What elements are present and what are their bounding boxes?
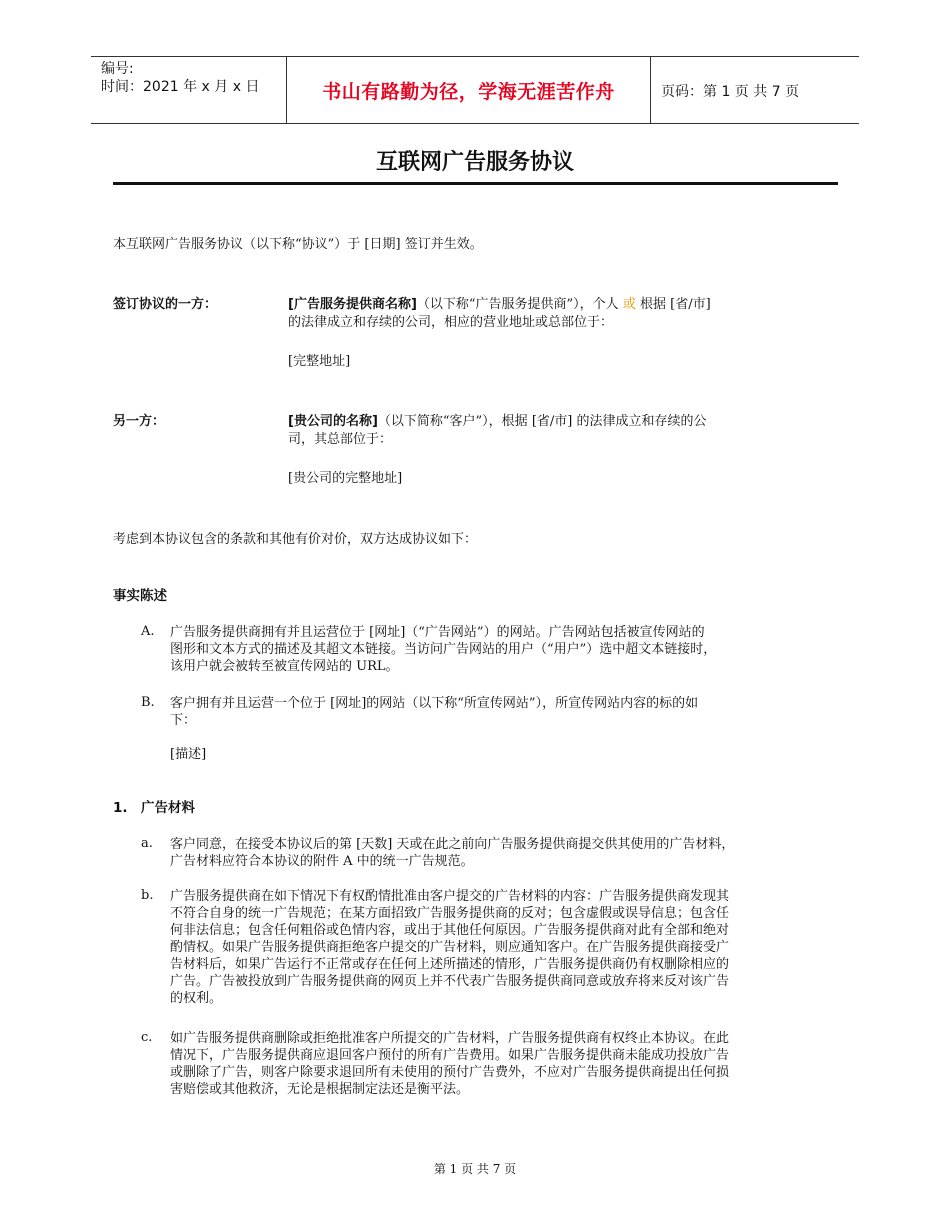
section1-a-line: 广告材料应符合本协议的附件 A 中的统一广告规范。: [170, 854, 474, 869]
section1-b-line: 告材料后，如果广告运行不正常或存在任何上述所描述的情形，广告服务提供商仍有权删除相应的: [170, 957, 730, 972]
party-two-line1: [288, 413, 848, 430]
facts-b-letter: B.: [141, 695, 155, 710]
party-one-line2: 的法律成立和存续的公司，相应的营业地址或总部位于：: [288, 315, 614, 330]
facts-a-line: 广告服务提供商拥有并且运营位于 [网址]（“广告网站”）的网站。广告网站包括被宣传网站的: [170, 625, 705, 640]
party-one-line1: [288, 296, 848, 313]
facts-b-line: 下：: [170, 713, 197, 728]
party-one-address: [完整地址]: [288, 354, 351, 369]
section1-number: 1.: [113, 800, 128, 816]
facts-a-letter: A.: [141, 624, 155, 639]
time-label: 时间：2021 年 x 月 x 日: [101, 79, 260, 95]
facts-a-line: 图形和文本方式的描述及其超文本链接。当访问广告网站的用户（“用户”）选中超文本链接时，: [170, 642, 717, 657]
section1-b-line: 酌情权。如果广告服务提供商拒绝客户提交的广告材料，则应通知客户。在广告服务提供商接受广: [170, 940, 730, 955]
facts-b-description: [描述]: [170, 747, 207, 762]
facts-a-line: 该用户就会被转至被宣传网站的 URL。: [170, 659, 399, 674]
section1-c-line: 如广告服务提供商删除或拒绝批准客户所提交的广告材料，广告服务提供商有权终止本协议。在此: [170, 1031, 730, 1046]
header-meta: [101, 60, 259, 96]
section1-c-line: 情况下，广告服务提供商应退回客户预付的所有广告费用。如果广告服务提供商未能成功投放广告: [170, 1048, 730, 1063]
facts-heading: 事实陈述: [113, 588, 167, 604]
party-two-line2: 司，其总部位于：: [288, 432, 393, 447]
page-footer: 第 1 页 共 7 页: [433, 1162, 517, 1176]
section1-b-line: 广告。广告被投放到广告服务提供商的网页上并不代表广告服务提供商同意或放弃将来反对该广告: [170, 974, 730, 989]
consideration-paragraph: 考虑到本协议包含的条款和其他有价对价，双方达成协议如下：: [113, 532, 478, 547]
section1-b-line: 广告服务提供商在如下情况下有权酌情批准由客户提交的广告材料的内容：广告服务提供商发现其: [170, 889, 730, 904]
party-two-text: （以下简称“客户”），根据 [省/市] 的法律成立和存续的公: [377, 414, 707, 429]
section1-a-letter: a.: [141, 836, 153, 851]
number-label: 编号:: [101, 61, 134, 77]
section1-b-letter: b.: [141, 888, 154, 903]
section1-a-line: 客户同意，在接受本协议后的第 [天数] 天或在此之前向广告服务提供商提交供其使用的广告材料，: [170, 837, 735, 852]
header-divider: [650, 57, 651, 123]
section1-b-line: 何非法信息；包含任何粗俗或色情内容，或出于其他任何原因。广告服务提供商对此有全部和绝对: [170, 923, 730, 938]
or-word: 或: [622, 297, 636, 312]
party-one-name: [广告服务提供商名称]: [288, 297, 417, 312]
party-two-label: 另一方：: [113, 414, 166, 429]
header-page-info: 页码：第 1 页 共 7 页: [661, 84, 800, 100]
party-one-text-b: 根据 [省/市]: [639, 297, 711, 312]
section1-heading: 广告材料: [141, 800, 195, 816]
document-title: 互联网广告服务协议: [375, 150, 574, 175]
header-motto: 书山有路勤为径，学海无涯苦作舟: [322, 81, 615, 103]
party-two-address: [贵公司的完整地址]: [288, 471, 403, 486]
intro-paragraph: 本互联网广告服务协议（以下称“协议”）于 [日期] 签订并生效。: [113, 237, 483, 252]
section1-b-line: 的权利。: [170, 991, 223, 1006]
party-one-text-a: （以下称“广告服务提供商”），个人: [416, 297, 619, 312]
section1-b-line: 不符合自身的统一广告规范；在某方面招致广告服务提供商的反对；包含虚假或误导信息；包含任: [170, 906, 730, 921]
party-one-label: 签订协议的一方：: [113, 297, 218, 312]
document-header: [91, 56, 859, 124]
party-two-name: [贵公司的名称]: [288, 414, 378, 429]
section1-c-line: 或删除了广告，则客户除要求退回所有未使用的预付广告费外，不应对广告服务提供商提出任何损: [170, 1065, 730, 1080]
facts-b-line: 客户拥有并且运营一个位于 [网址]的网站（以下称“所宣传网站”），所宣传网站内容的标的如: [170, 696, 699, 711]
section1-c-letter: c.: [141, 1030, 153, 1045]
title-underline: [113, 182, 838, 185]
section1-c-line: 害赔偿或其他救济，无论是根据制定法还是衡平法。: [170, 1082, 470, 1097]
